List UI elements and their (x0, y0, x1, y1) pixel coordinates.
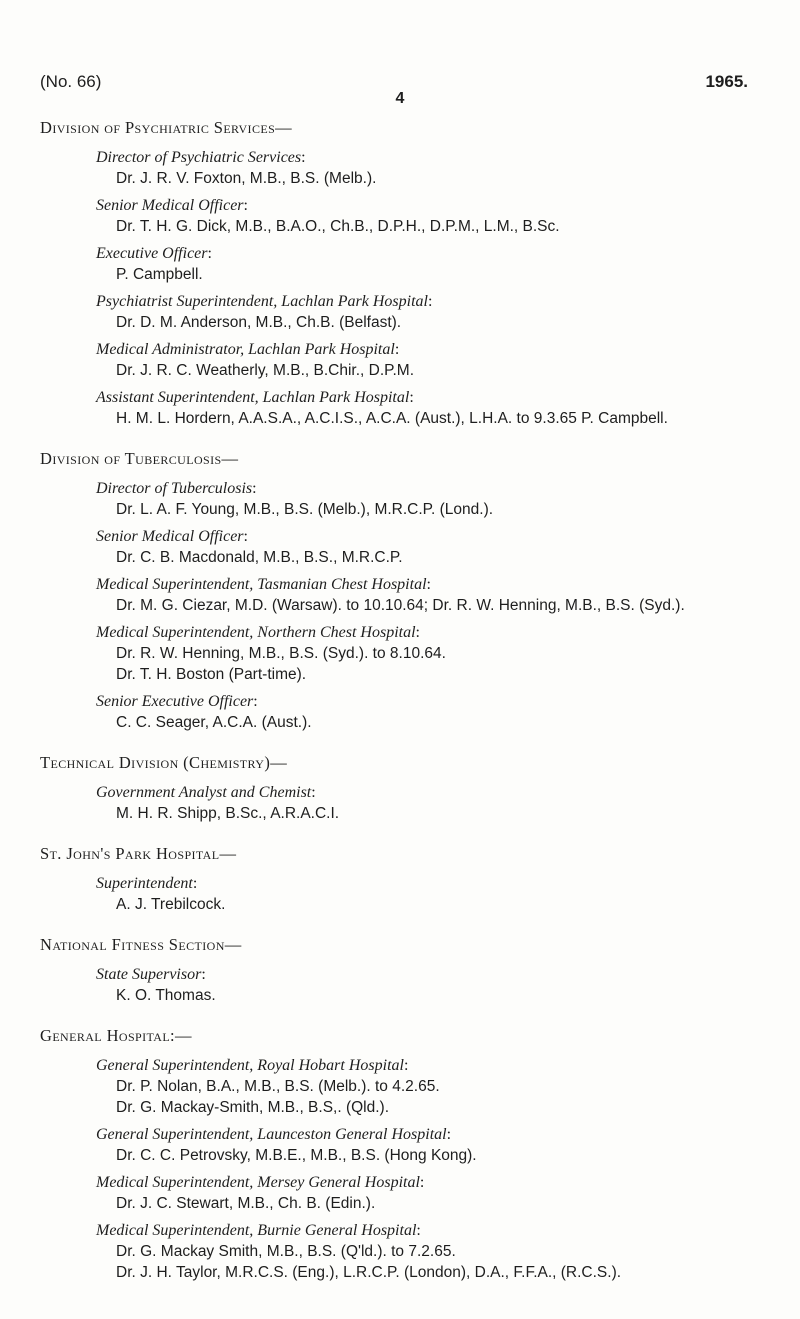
office-holder: Dr. J. R. V. Foxton, M.B., B.S. (Melb.). (116, 170, 377, 187)
role-title: Senior Medical Officer : (96, 526, 780, 547)
office-holder: Dr. R. W. Henning, M.B., B.S. (Syd.). to 8.10.64. (116, 645, 446, 662)
division-section (40, 449, 780, 733)
role-entry (96, 873, 780, 915)
role-title: General Superintendent, Launceston General Hospital : (96, 1124, 780, 1145)
role-entry (96, 574, 780, 616)
office-holder: Dr. M. G. Ciezar, M.D. (Warsaw). to 10.10.64; Dr. R. W. Henning, M.B., B.S. (Syd.). (116, 597, 685, 614)
division-title: National Fitness Section— (40, 935, 242, 954)
role-title: Senior Executive Officer : (96, 691, 780, 712)
document-year: 1965. (705, 72, 748, 91)
office-holder: C. C. Seager, A.C.A. (Aust.). (116, 714, 312, 731)
role-title: Psychiatrist Superintendent, Lachlan Park Hospital : (96, 291, 780, 312)
role-entry (96, 782, 780, 824)
role-entry (96, 387, 780, 429)
division-section (40, 844, 780, 915)
role-title: Medical Superintendent, Mersey General Hospital : (96, 1172, 780, 1193)
role-entry (96, 964, 780, 1006)
office-holder: Dr. J. H. Taylor, M.R.C.S. (Eng.), L.R.C.P. (London), D.A., F.F.A., (R.C.S.). (116, 1264, 622, 1281)
office-holder: Dr. G. Mackay-Smith, M.B., B.S,. (Qld.). (116, 1099, 390, 1116)
division-title: Division of Psychiatric Services— (40, 118, 293, 137)
role-title: Executive Officer : (96, 243, 780, 264)
role-title: Director of Psychiatric Services : (96, 147, 780, 168)
role-entry (96, 195, 780, 237)
office-holder: H. M. L. Hordern, A.A.S.A., A.C.I.S., A.C.A. (Aust.), L.H.A. to 9.3.65 P. Campbell. (116, 410, 668, 427)
role-title: State Supervisor : (96, 964, 780, 985)
office-holder: Dr. J. C. Stewart, M.B., Ch. B. (Edin.). (116, 1195, 376, 1212)
division-section (40, 935, 780, 1006)
role-entry (96, 243, 780, 285)
division-title: Technical Division (Chemistry)— (40, 753, 288, 772)
office-holder: K. O. Thomas. (116, 987, 216, 1004)
division-section (40, 118, 780, 429)
office-holder: Dr. P. Nolan, B.A., M.B., B.S. (Melb.). to 4.2.65. (116, 1078, 440, 1095)
role-title: Medical Superintendent, Tasmanian Chest Hospital : (96, 574, 780, 595)
role-entry (96, 1220, 780, 1283)
office-holder: Dr. T. H. G. Dick, M.B., B.A.O., Ch.B., D.P.H., D.P.M., L.M., B.Sc. (116, 218, 560, 235)
office-holder: Dr. G. Mackay Smith, M.B., B.S. (Q'ld.). to 7.2.65. (116, 1243, 456, 1260)
role-entry (96, 1172, 780, 1214)
role-entry (96, 339, 780, 381)
document-body (40, 118, 780, 1303)
division-section (40, 1026, 780, 1283)
office-holder: P. Campbell. (116, 266, 203, 283)
office-holder: M. H. R. Shipp, B.Sc., A.R.A.C.I. (116, 805, 340, 822)
role-title: Assistant Superintendent, Lachlan Park Hospital : (96, 387, 780, 408)
division-section (40, 753, 780, 824)
role-entry (96, 291, 780, 333)
division-title: St. John's Park Hospital— (40, 844, 237, 863)
division-title: Division of Tuberculosis— (40, 449, 239, 468)
office-holder: Dr. C. C. Petrovsky, M.B.E., M.B., B.S. (Hong Kong). (116, 1147, 477, 1164)
role-entry (96, 622, 780, 685)
document-number: (No. 66) (40, 72, 102, 91)
role-entry (96, 1055, 780, 1118)
role-title: Director of Tuberculosis : (96, 478, 780, 499)
role-entry (96, 691, 780, 733)
office-holder: Dr. C. B. Macdonald, M.B., B.S., M.R.C.P. (116, 549, 403, 566)
role-title: Medical Administrator, Lachlan Park Hospital : (96, 339, 780, 360)
role-title: Senior Medical Officer : (96, 195, 780, 216)
page-number: 4 (395, 90, 405, 107)
office-holder: Dr. T. H. Boston (Part-time). (116, 666, 307, 683)
role-title: General Superintendent, Royal Hobart Hospital : (96, 1055, 780, 1076)
role-entry (96, 526, 780, 568)
role-title: Medical Superintendent, Northern Chest Hospital : (96, 622, 780, 643)
role-title: Government Analyst and Chemist : (96, 782, 780, 803)
division-title: General Hospital:— (40, 1026, 192, 1045)
role-entry (96, 478, 780, 520)
role-entry (96, 147, 780, 189)
role-entry (96, 1124, 780, 1166)
office-holder: Dr. L. A. F. Young, M.B., B.S. (Melb.), M.R.C.P. (Lond.). (116, 501, 494, 518)
office-holder: Dr. D. M. Anderson, M.B., Ch.B. (Belfast). (116, 314, 402, 331)
office-holder: A. J. Trebilcock. (116, 896, 226, 913)
role-title: Superintendent : (96, 873, 780, 894)
office-holder: Dr. J. R. C. Weatherly, M.B., B.Chir., D.P.M. (116, 362, 415, 379)
role-title: Medical Superintendent, Burnie General Hospital : (96, 1220, 780, 1241)
